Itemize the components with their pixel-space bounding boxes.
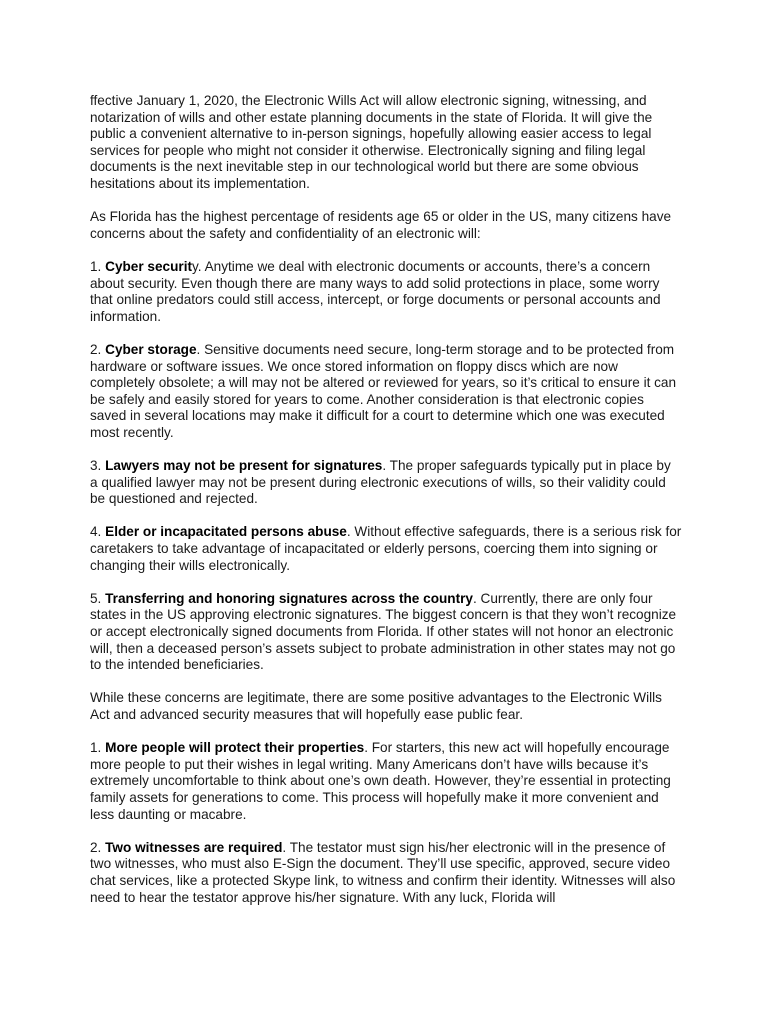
concern-item-lawyers (90, 458, 682, 508)
item-number: 1. (90, 740, 106, 756)
item-text: . Without effective safeguards, there is a serious risk for caretakers to take advantage of incapacitated or elderly persons, coercing them into signing or changing their wills electronically. (90, 524, 682, 573)
item-heading: Elder or incapacitated persons abuse (105, 524, 347, 540)
advantage-item-two-witnesses (90, 840, 682, 906)
item-text: y. Anytime we deal with electronic documents or accounts, there’s a concern about security. Even though there are many ways to add solid protections in place, some worry that online predators could still access, intercept, or forge documents or personal accounts and information. (90, 258, 661, 324)
item-text: . Currently, there are only four states in the US approving electronic signatures. The biggest concern is that they won’t recognize or accept electronically signed documents from Florida. If other states will not honor an electronic will, then a deceased person’s assets subject to probate administration in other states may not go to the intended beneficiaries. (90, 590, 677, 673)
item-heading: More people will protect their properties (105, 740, 365, 756)
item-text: . The proper safeguards typically put in place by a qualified lawyer may not be present during electronic executions of wills, so their validity could be questioned and rejected. (90, 458, 671, 507)
item-text: . For starters, this new act will hopefully encourage more people to put their wishes in legal writing. Many Americans don’t have wills because it’s extremely uncomfortable to think about one’s own death. However, they’re essential in protecting family assets for generations to come. This process will hopefully make it more convenient and less daunting or macabre. (90, 740, 671, 822)
item-number: 1. (90, 258, 106, 274)
item-heading: Two witnesses are required (105, 839, 283, 855)
concern-item-elder-abuse (90, 524, 682, 574)
intro-paragraph: ffective January 1, 2020, the Electronic Wills Act will allow electronic signing, witnessing, and notarization of wills and other estate planning documents in the state of Florida. It will give the public a convenient alternative to in-person signings, hopefully allowing easier access to legal services for people who might not consider it otherwise. Electronically signing and filing legal documents is the next inevitable step in our technological world but there are some obvious hesitations about its implementation. (90, 93, 653, 191)
advantage-item-protect-properties (90, 740, 682, 823)
document-page (90, 93, 682, 923)
concern-item-transferring-signatures (90, 591, 682, 674)
item-number: 2. (90, 341, 106, 357)
item-heading: Cyber storage (105, 341, 197, 357)
item-text: . Sensitive documents need secure, long-term storage and to be protected from hardware or software issues. We once stored information on floppy discs which are now completely obsolete; a will may not be altered or reviewed for years, so it’s critical to ensure it can be safely and easily stored for years to come. Another consideration is that electronic copies saved in several locations may make it difficult for a court to determine which one was executed most recently. (90, 341, 677, 440)
item-number: 3. (90, 458, 106, 474)
intro-paragraph-concerns: As Florida has the highest percentage of residents age 65 or older in the US, many citizens have concerns about the safety and confidentiality of an electronic will: (90, 209, 672, 241)
item-heading: Cyber securit (105, 258, 193, 274)
transition-paragraph: While these concerns are legitimate, there are some positive advantages to the Electronic Wills Act and advanced security measures that will hopefully ease public fear. (90, 690, 662, 722)
item-heading: Transferring and honoring signatures across the country (105, 590, 473, 606)
concern-item-cyber-security (90, 259, 682, 325)
item-number: 4. (90, 524, 106, 540)
concern-item-cyber-storage (90, 342, 682, 442)
item-text: . The testator must sign his/her electronic will in the presence of two witnesses, who must also E-Sign the document. They’ll use specific, approved, secure video chat services, like a protected Skype link, to witness and confirm their identity. Witnesses will also need to hear the testator approve his/her signature. With any luck, Florida will (90, 839, 676, 905)
item-heading: Lawyers may not be present for signatures (105, 458, 383, 474)
item-number: 2. (90, 839, 106, 855)
item-number: 5. (90, 590, 106, 606)
